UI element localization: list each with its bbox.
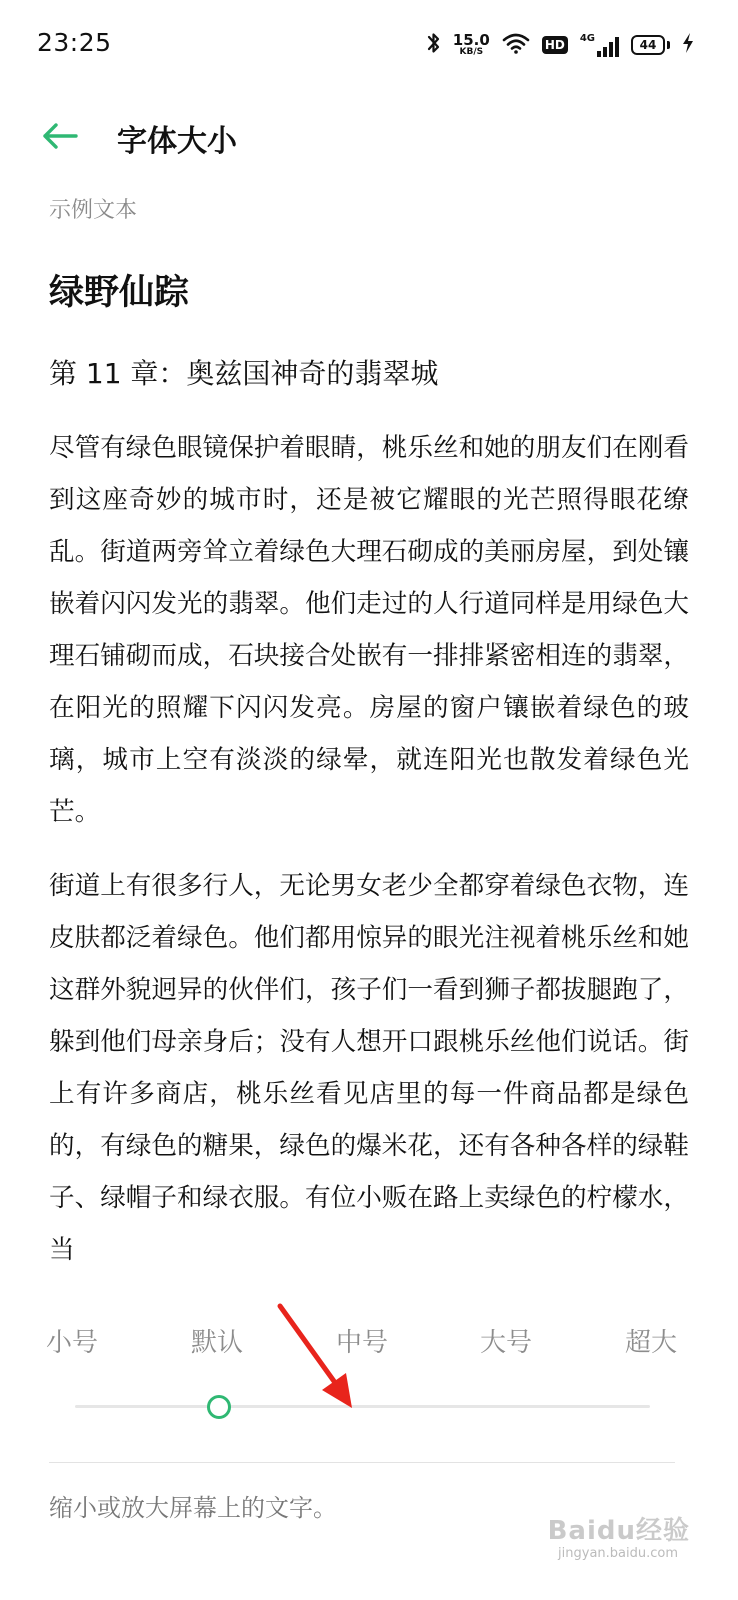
preview-paragraph: 尽管有绿色眼镜保护着眼睛，桃乐丝和她的朋友们在刚看到这座奇妙的城市时，还是被它耀眼的光芒照得眼花缭乱。街道两旁耸立着绿色大理石砌成的美丽房屋，到处镶嵌着闪闪发光的翡翠。他们走过的人行道同样是用绿色大理石铺砌而成，石块接合处嵌有一排排紧密相连的翡翠，在阳光的照耀下闪闪发亮。房屋的窗户镶嵌着绿色的玻璃，城市上空有淡淡的绿晕，就连阳光也散发着绿色光芒。 — [49, 433, 689, 827]
charging-icon — [682, 32, 694, 58]
network-speed — [453, 33, 490, 57]
font-size-option-medium[interactable]: 中号 — [335, 1328, 388, 1358]
font-size-option-small[interactable]: 小号 — [45, 1328, 98, 1358]
font-size-options — [0, 1322, 738, 1370]
signal-icon — [580, 33, 619, 57]
network-type: 4G — [579, 33, 595, 44]
network-speed-value: 15.0 — [452, 31, 490, 49]
battery-icon — [631, 35, 670, 55]
network-speed-unit: KB/S — [459, 47, 484, 57]
font-size-slider-thumb[interactable] — [207, 1395, 231, 1419]
status-bar — [0, 0, 738, 90]
hd-badge: HD — [542, 36, 568, 54]
back-button[interactable] — [34, 110, 86, 162]
baidu-watermark-url: jingyan.baidu.com — [558, 1546, 678, 1561]
wifi-icon — [502, 32, 530, 58]
font-size-option-large[interactable]: 大号 — [479, 1328, 532, 1358]
app-header — [0, 100, 738, 172]
status-icons — [427, 28, 694, 62]
battery-level: 44 — [631, 35, 665, 55]
preview-paragraph: 街道上有很多行人，无论男女老少全都穿着绿色衣物，连皮肤都泛着绿色。他们都用惊异的眼光注视着桃乐丝和她这群外貌迥异的伙伴们，孩子们一看到狮子都拔腿跑了，躲到他们母亲身后；没有人想开口跟桃乐丝他们说话。街上有许多商店，桃乐丝看见店里的每一件商品都是绿色的，有绿色的糖果，绿色的爆米花，还有各种各样的绿鞋子、绿帽子和绿衣服。有位小贩在路上卖绿色的柠檬水，当 — [49, 871, 689, 1265]
chapter-title: 第 11 章：奥兹国神奇的翡翠城 — [49, 357, 439, 390]
page-title: 字体大小 — [117, 124, 237, 159]
font-size-option-extra-large[interactable]: 超大 — [624, 1328, 677, 1358]
font-size-description: 缩小或放大屏幕上的文字。 — [49, 1494, 337, 1522]
status-time: 23:25 — [37, 28, 112, 57]
back-arrow-icon — [42, 122, 78, 150]
bluetooth-icon — [427, 31, 441, 59]
sample-text-label: 示例文本 — [49, 198, 138, 223]
signal-bars — [597, 37, 619, 57]
baidu-watermark: Baidu经验 — [547, 1516, 690, 1546]
divider — [49, 1462, 675, 1463]
book-title: 绿野仙踪 — [49, 273, 190, 313]
font-size-slider-track[interactable] — [75, 1405, 650, 1408]
font-size-option-default[interactable]: 默认 — [190, 1328, 243, 1358]
